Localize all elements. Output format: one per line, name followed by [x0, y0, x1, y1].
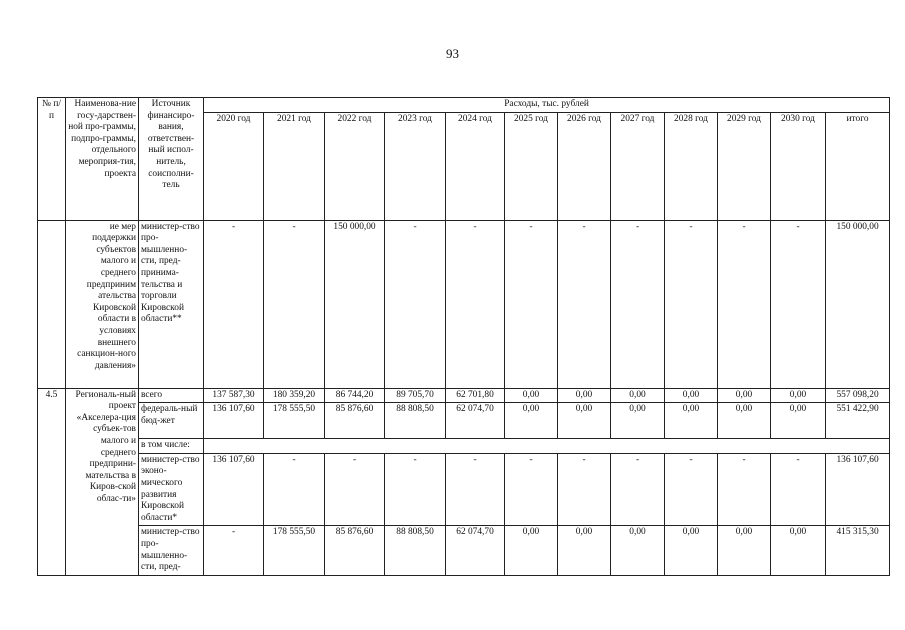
value-cell: 0,00: [665, 526, 718, 575]
value-cell: -: [665, 453, 718, 526]
table-row: [38, 526, 890, 575]
value-cell: 557 098,20: [826, 388, 890, 403]
year-header: 2021 год: [264, 112, 325, 220]
value-cell: 88 808,50: [385, 403, 446, 439]
year-header: 2027 год: [611, 112, 665, 220]
value-cell: -: [718, 220, 771, 388]
table-row: [38, 453, 890, 526]
value-cell: -: [204, 526, 264, 575]
value-cell: 136 107,60: [204, 453, 264, 526]
value-cell: -: [505, 453, 558, 526]
row-name: ие мер поддержки субъектов малого и среднего предприним ательства Кировской области в условиях внешнего санкцион-ного давления»: [66, 220, 139, 388]
value-cell: 86 744,20: [325, 388, 385, 403]
table-row: [38, 439, 890, 454]
value-cell: 0,00: [718, 388, 771, 403]
value-cell: 0,00: [771, 388, 826, 403]
value-cell: 0,00: [718, 526, 771, 575]
value-cell: 0,00: [505, 403, 558, 439]
table-row: [38, 220, 890, 388]
value-cell: 551 422,90: [826, 403, 890, 439]
value-cell: 0,00: [505, 526, 558, 575]
empty-cell: [204, 439, 890, 454]
table-row: [38, 388, 890, 403]
value-cell: 136 107,60: [204, 403, 264, 439]
row-source: министер-ство эконо-мического развития Кировской области*: [139, 453, 204, 526]
year-header: 2023 год: [385, 112, 446, 220]
value-cell: -: [325, 453, 385, 526]
value-cell: 62 074,70: [446, 526, 505, 575]
header-row: [38, 98, 890, 113]
value-cell: 0,00: [505, 388, 558, 403]
value-cell: -: [558, 453, 611, 526]
value-cell: -: [665, 220, 718, 388]
value-cell: 62 074,70: [446, 403, 505, 439]
year-header: 2022 год: [325, 112, 385, 220]
value-cell: 0,00: [611, 388, 665, 403]
value-cell: 137 587,30: [204, 388, 264, 403]
row-source: в том числе:: [139, 439, 204, 454]
value-cell: 178 555,50: [264, 403, 325, 439]
header-num: № п/п: [38, 98, 66, 221]
year-header: 2028 год: [665, 112, 718, 220]
value-cell: 88 808,50: [385, 526, 446, 575]
year-header: 2026 год: [558, 112, 611, 220]
row-source: министер-ство про-мышленно-сти, пред-: [139, 526, 204, 575]
value-cell: 0,00: [771, 403, 826, 439]
value-cell: -: [505, 220, 558, 388]
header-name: Наименова-ние госу-дарствен-ной про-граммы, подпро-граммы, отдельного мероприя-тия, проекта: [66, 98, 139, 221]
row-source: всего: [139, 388, 204, 403]
value-cell: 0,00: [665, 388, 718, 403]
value-cell: -: [446, 220, 505, 388]
value-cell: 0,00: [718, 403, 771, 439]
value-cell: 150 000,00: [826, 220, 890, 388]
value-cell: 0,00: [558, 388, 611, 403]
year-header: 2025 год: [505, 112, 558, 220]
value-cell: 85 876,60: [325, 403, 385, 439]
value-cell: 0,00: [665, 403, 718, 439]
value-cell: -: [611, 453, 665, 526]
value-cell: -: [718, 453, 771, 526]
value-cell: -: [771, 220, 826, 388]
value-cell: -: [264, 220, 325, 388]
value-cell: -: [446, 453, 505, 526]
year-header: 2030 год: [771, 112, 826, 220]
header-expenses: Расходы, тыс. рублей: [204, 98, 890, 113]
budget-table: [37, 97, 890, 576]
value-cell: 0,00: [611, 403, 665, 439]
row-num: 4.5: [38, 388, 66, 575]
row-source: федераль-ный бюд-жет: [139, 403, 204, 439]
year-header: 2029 год: [718, 112, 771, 220]
value-cell: 180 359,20: [264, 388, 325, 403]
value-cell: -: [611, 220, 665, 388]
value-cell: -: [385, 220, 446, 388]
value-cell: 89 705,70: [385, 388, 446, 403]
row-num: [38, 220, 66, 388]
value-cell: 0,00: [558, 403, 611, 439]
value-cell: 0,00: [558, 526, 611, 575]
value-cell: -: [264, 453, 325, 526]
value-cell: -: [204, 220, 264, 388]
year-header: итого: [826, 112, 890, 220]
year-header: 2020 год: [204, 112, 264, 220]
value-cell: 415 315,30: [826, 526, 890, 575]
value-cell: -: [385, 453, 446, 526]
row-source: министер-ство про-мышленно-сти, пред-принима-тельства и торговли Кировской области**: [139, 220, 204, 388]
value-cell: -: [771, 453, 826, 526]
value-cell: -: [558, 220, 611, 388]
table-row: [38, 403, 890, 439]
value-cell: 85 876,60: [325, 526, 385, 575]
value-cell: 0,00: [611, 526, 665, 575]
value-cell: 178 555,50: [264, 526, 325, 575]
value-cell: 62 701,80: [446, 388, 505, 403]
value-cell: 136 107,60: [826, 453, 890, 526]
year-header: 2024 год: [446, 112, 505, 220]
header-source: Источник финансиро-вания, ответствен-ный испол-нитель, соисполни-тель: [139, 98, 204, 221]
value-cell: 150 000,00: [325, 220, 385, 388]
value-cell: 0,00: [771, 526, 826, 575]
page-number: 93: [446, 46, 459, 61]
row-name: Региональ-ный проект «Акселера-ция субъек-тов малого и среднего предприни-мательства в Киров-ской облас-ти»: [66, 388, 139, 575]
